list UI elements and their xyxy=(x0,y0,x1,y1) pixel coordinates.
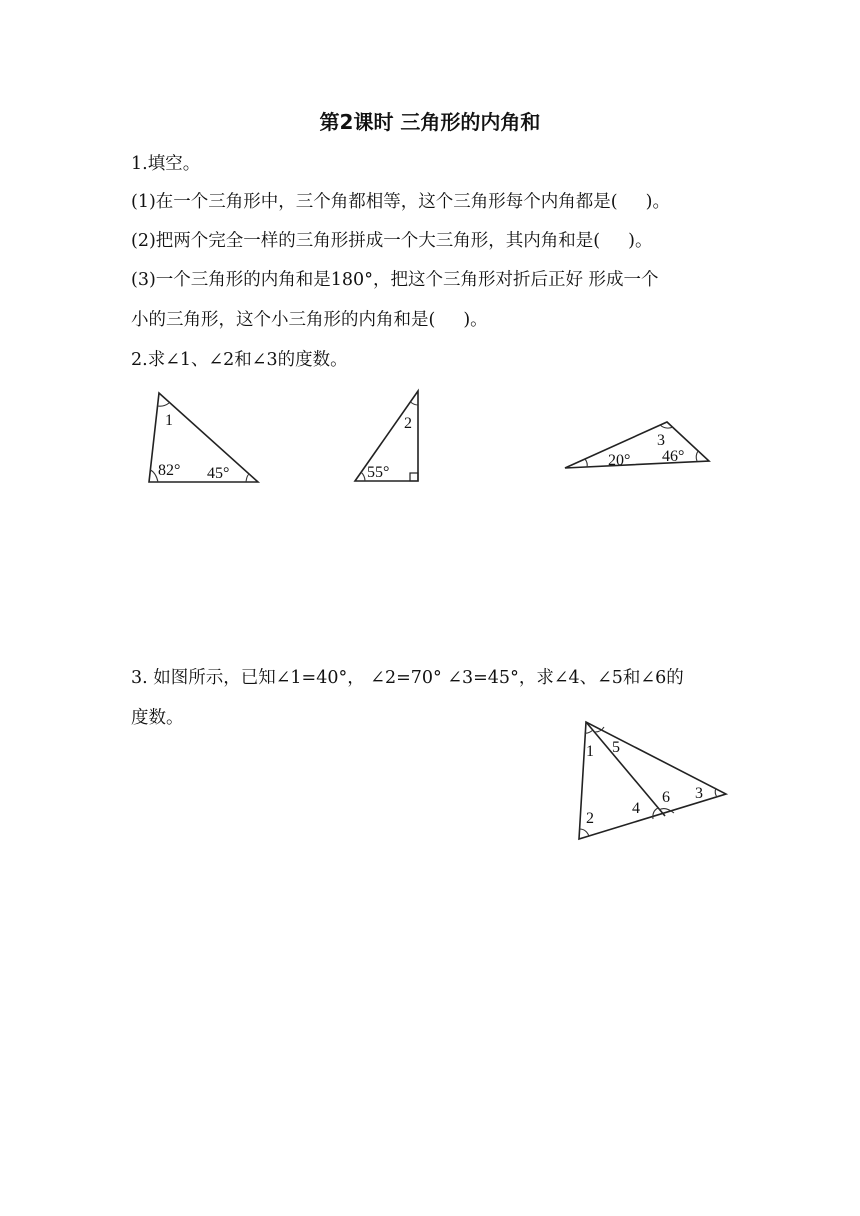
q1-item3-line1: (3)一个三角形的内角和是180°，把这个三角形对折后正好 形成一个 xyxy=(131,270,659,290)
triangle-2-left-arc xyxy=(361,472,365,481)
triangle-1-label-45: 45° xyxy=(207,465,230,482)
triangle-3-left-arc xyxy=(585,459,587,467)
triangle-3-right-arc xyxy=(696,451,698,461)
q3-line1: 3. 如图所示，已知∠1=40°， ∠2=70° ∠3=45°，求∠4、∠5和∠6的 xyxy=(131,668,684,688)
q1-item1-end: )。 xyxy=(645,192,670,212)
q1-item3-text: 小的三角形，这个小三角形的内角和是( xyxy=(131,310,436,330)
q1-item3-end: )。 xyxy=(463,310,488,330)
triangle-1-label-82: 82° xyxy=(158,462,181,479)
q3-label-3: 3 xyxy=(695,785,703,802)
triangle-3-label-46: 46° xyxy=(662,448,685,465)
page-title: 第2课时 三角形的内角和 xyxy=(319,110,541,134)
q2-triangle-3 xyxy=(555,410,720,480)
q3-label-6: 6 xyxy=(662,789,670,806)
q1-item2-text: (2)把两个完全一样的三角形拼成一个大三角形，其内角和是( xyxy=(131,231,601,251)
q3-figure xyxy=(570,715,735,845)
q3-line2: 度数。 xyxy=(131,708,184,728)
triangle-2-label-2: 2 xyxy=(404,415,412,432)
q2-triangle-2 xyxy=(345,385,430,495)
q3-label-1: 1 xyxy=(586,743,594,760)
triangle-3-label-20: 20° xyxy=(608,452,631,469)
right-angle-mark xyxy=(410,473,418,481)
triangle-2-top-arc xyxy=(411,402,419,405)
q3-arc-2 xyxy=(580,829,590,836)
q1-item2 xyxy=(131,229,652,253)
q1-item1 xyxy=(131,190,670,214)
triangle-1-top-arc xyxy=(158,403,170,406)
q1-heading: 1.填空。 xyxy=(131,154,201,174)
q2-heading: 2.求∠1、∠2和∠3的度数。 xyxy=(131,350,348,370)
q1-item2-end: )。 xyxy=(628,231,653,251)
q1-item3-line2 xyxy=(131,308,488,332)
triangle-3-label-3: 3 xyxy=(657,432,665,449)
q3-label-2: 2 xyxy=(586,810,594,827)
triangle-2-label-55: 55° xyxy=(367,464,390,481)
q3-inner-line xyxy=(586,722,665,816)
triangle-1-label-1: 1 xyxy=(165,412,173,429)
q3-label-5: 5 xyxy=(612,739,620,756)
q2-triangle-1 xyxy=(140,385,270,495)
q1-item1-text: (1)在一个三角形中，三个角都相等，这个三角形每个内角都是( xyxy=(131,192,618,212)
q3-arc-4 xyxy=(653,808,658,819)
q3-label-4: 4 xyxy=(632,800,640,817)
triangle-1-left-arc xyxy=(151,470,159,482)
